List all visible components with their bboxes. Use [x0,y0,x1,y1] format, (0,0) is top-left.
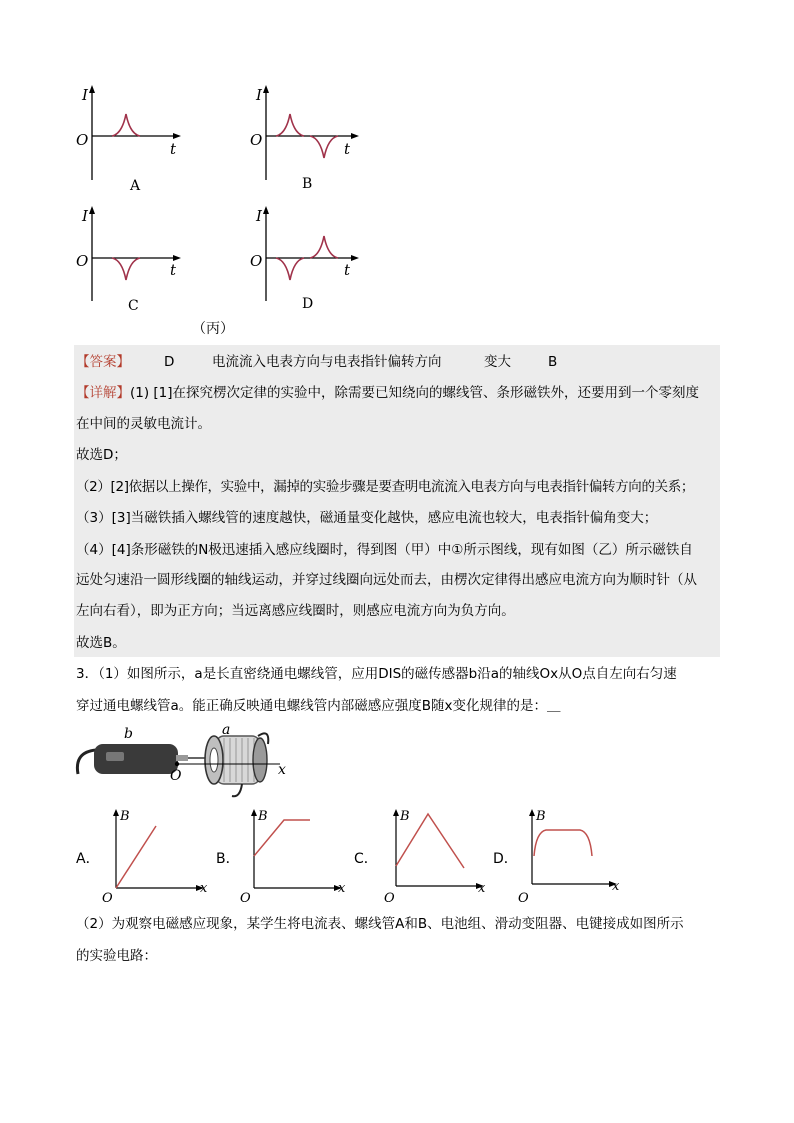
detail-tag: 【详解】 [76,385,130,401]
option-b-graph [238,806,350,906]
option-c-yaxis: B [400,809,410,824]
question3-part2-line-2: 的实验电路： [76,948,157,964]
detail-line-8: 左向右看），即为正方向；当远离感应线圈时，则感应电流方向为负方向。 [76,603,515,619]
photo-label-b: b [124,726,133,742]
detail-line-6: （4）[4]条形磁铁的N极迅速插入感应线圈时，得到图（甲）中①所示图线，现有如图（乙）所示磁铁自 [76,542,693,558]
graph-d-xaxis: t [344,261,351,279]
option-d-origin: O [518,891,529,906]
answer-line [76,352,558,372]
graph-a-label: A [130,178,141,194]
option-d-graph [516,806,628,906]
detail-text-1: (1) [1]在探究楞次定律的实验中，除需要已知绕向的螺线管、条形磁铁外，还要用到一个零刻度 [130,385,700,401]
detail-line-2: 在中间的灵敏电流计。 [76,416,211,432]
graph-c-yaxis: I [82,207,88,225]
question3-part2-line-1: （2）为观察电磁感应现象，某学生将电流表、螺线管A和B、电池组、滑动变阻器、电键接成如图所示 [76,916,684,932]
option-c-origin: O [384,891,395,906]
graph-c-label: C [128,298,139,314]
detail-line-9: 故选B。 [76,635,126,651]
graph-a-yaxis: I [82,86,88,104]
graph-a-origin: O [76,131,89,149]
option-b-yaxis: B [258,809,268,824]
graph-b-origin: O [250,131,263,149]
detail-line-1 [76,383,699,403]
photo-label-o: O [170,768,182,784]
answer-item-4: B [548,354,558,370]
detail-line-7: 远处匀速沿一圆形线圈的轴线运动，并穿过线圈向远处而去，由楞次定律得出感应电流方向为顺时针（从 [76,572,697,588]
graph-c-origin: O [76,252,89,270]
graph-d-yaxis: I [256,207,262,225]
option-b-xaxis: x [338,881,346,896]
option-a-origin: O [102,891,113,906]
option-a-letter[interactable]: A． [76,851,100,867]
answer-item-3: 变大 [484,354,511,370]
option-c-xaxis: x [478,881,486,896]
graph-b-xaxis: t [344,140,351,158]
option-a-xaxis: x [200,881,208,896]
graph-c-xaxis: t [170,261,177,279]
option-c-graph [380,806,492,906]
photo-label-a: a [222,722,231,738]
graph-a [74,82,184,194]
option-d-letter[interactable]: D． [493,851,518,867]
photo-label-x: x [278,762,286,778]
figure-caption: （丙） [192,321,234,337]
graph-a-xaxis: t [170,140,177,158]
answer-item-1: D [164,354,175,370]
graph-d-origin: O [250,252,263,270]
detail-line-5: （3）[3]当磁铁插入螺线管的速度越快，磁通量变化越快，感应电流也较大，电表指针偏角变大； [76,510,658,526]
option-d-xaxis: x [612,879,620,894]
sensor-solenoid-photo [72,722,294,800]
graph-b-yaxis: I [256,86,262,104]
option-b-letter[interactable]: B． [216,851,240,867]
option-d-yaxis: B [536,809,546,824]
option-a-yaxis: B [120,809,130,824]
option-a-graph [100,806,212,906]
graph-d-label: D [302,296,314,312]
option-c-letter[interactable]: C． [354,851,378,867]
detail-line-4: （2）[2]依据以上操作，实验中，漏掉的实验步骤是要查明电流流入电表方向与电表指针偏转方向的关系； [76,479,695,495]
question3-line-1: 3．（1）如图所示，a是长直密绕通电螺线管，应用DIS的磁传感器b沿a的轴线Ox从O点自左向右匀速 [76,666,677,682]
graph-b-label: B [302,176,313,192]
detail-line-3: 故选D； [76,447,127,463]
question3-line-2: 穿过通电螺线管a。能正确反映通电螺线管内部磁感应强度B随x变化规律的是：＿ [76,698,561,714]
option-b-origin: O [240,891,251,906]
answer-tag: 【答案】 [76,354,130,370]
answer-item-2: 电流流入电表方向与电表指针偏转方向 [212,354,442,370]
